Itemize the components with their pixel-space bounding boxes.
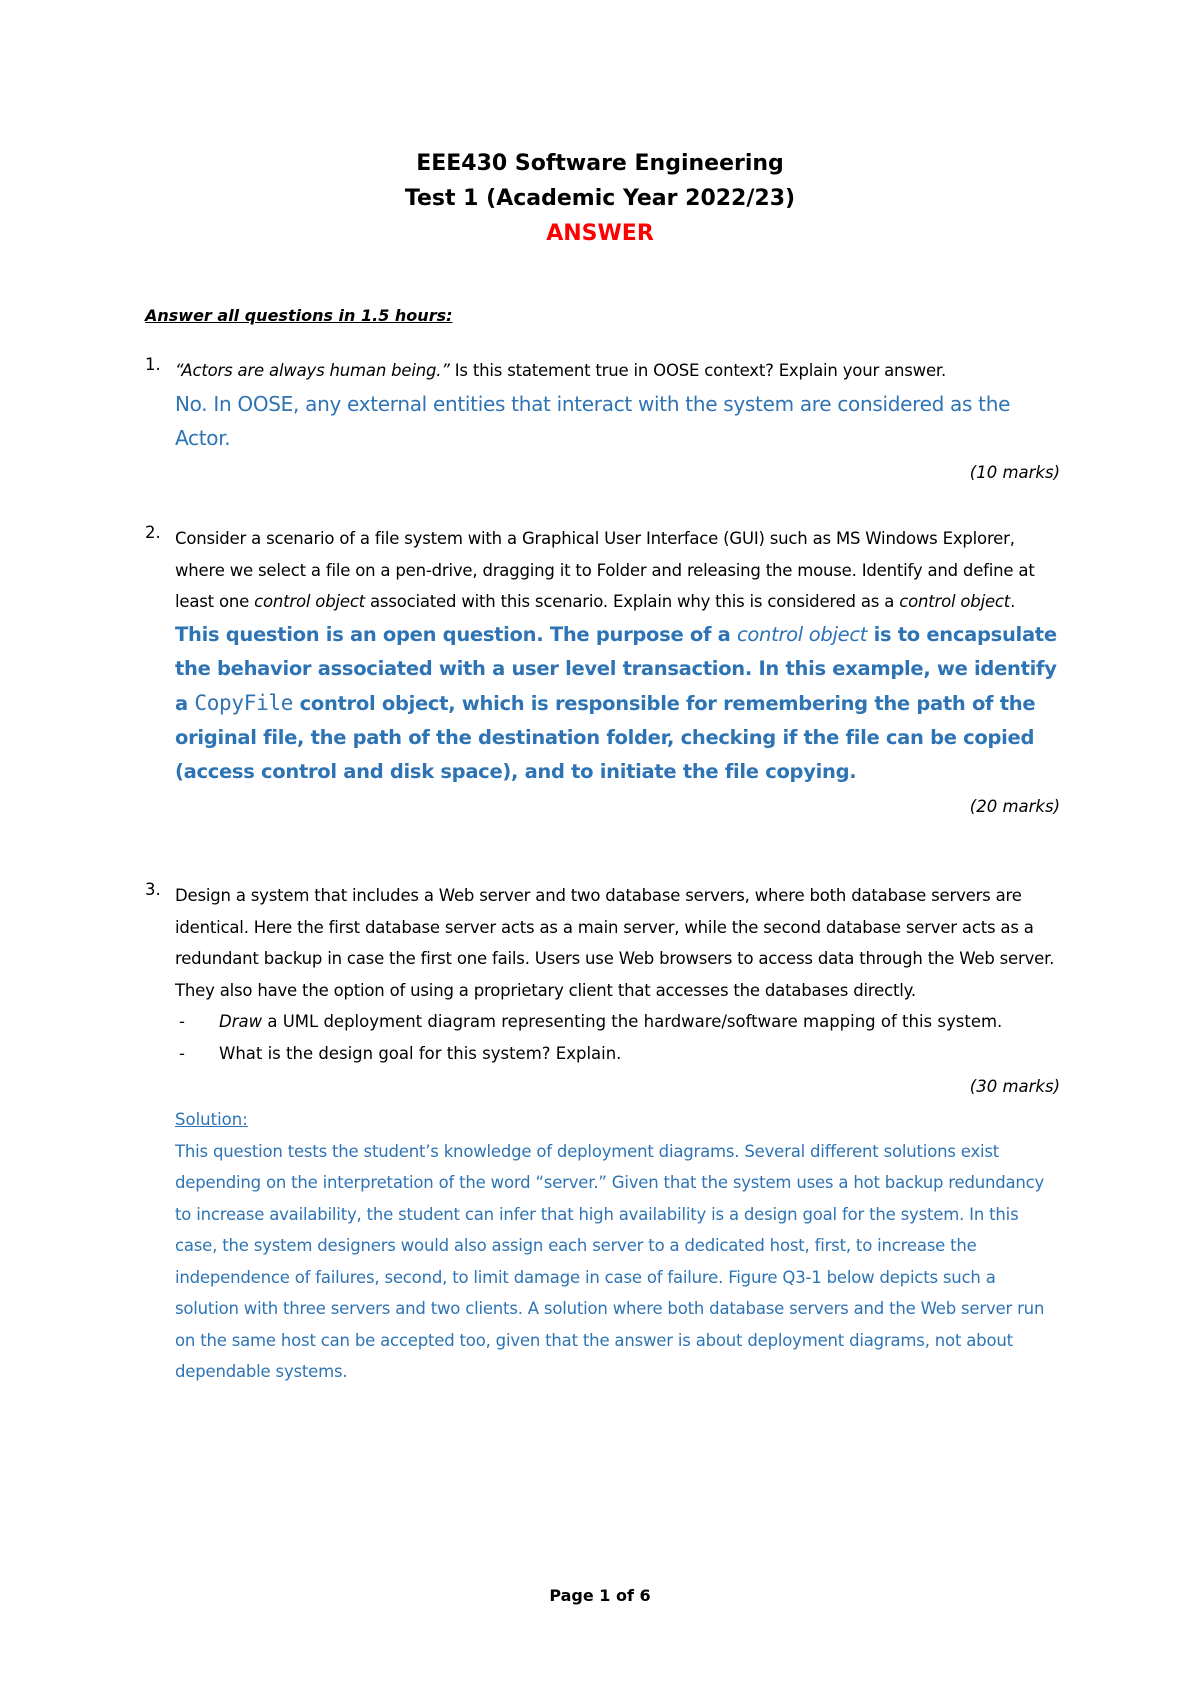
marks: (30 marks) <box>969 1077 1060 1096</box>
question-emphasis: control object <box>254 592 365 611</box>
course-title: EEE430 Software Engineering <box>416 151 784 176</box>
question-part: Consider a scenario of a file system with a Graphical User Interface (GUI) such as MS Windows Explorer, where we select a file on a pen-drive, dragging it to Folder and releasing the mouse. Identify and define at least one <box>175 529 1035 611</box>
test-title: Test 1 (Academic Year 2022/23) <box>404 186 796 211</box>
question-3 <box>145 880 1060 1388</box>
question-2 <box>145 523 1060 822</box>
bullet-item <box>175 1038 1060 1070</box>
question-quote: “Actors are always human being.” <box>175 361 450 380</box>
answer-code: CopyFile <box>194 690 294 715</box>
question-number: 3. <box>145 880 161 899</box>
question-text <box>175 355 1060 387</box>
page-footer: Page 1 of 6 <box>549 1586 651 1605</box>
bullet-text: What is the design goal for this system? Explain. <box>219 1043 622 1063</box>
instructions: Answer all questions in 1.5 hours: <box>145 306 453 325</box>
question-number: 2. <box>145 523 161 542</box>
question-text: Design a system that includes a Web server and two database servers, where both database servers are identical. Here the first database server acts as a main server, while the second database server acts as a redundant backup in case the first one fails. Users use Web browsers to access data through the Web server. They also have the option of using a proprietary client that accesses the databases directly. <box>175 886 1055 1000</box>
solution-text: This question tests the student’s knowledge of deployment diagrams. Several different solutions exist depending on the interpretation of the word “server.” Given that the system uses a hot backup redundancy to increase availability, the student can infer that high availability is a design goal for the system. In this case, the system designers would also assign each server to a dedicated host, first, to increase the independence of failures, second, to limit damage in case of failure. Figure Q3-1 below depicts such a solution with three servers and two clients. A solution where both database servers and the Web server run on the same host can be accepted too, given that the answer is about deployment diagrams, not about dependable systems. <box>175 1141 1045 1381</box>
bullet-dash: - <box>179 1012 185 1031</box>
bullet-text: a UML deployment diagram representing the hardware/software mapping of this system. <box>262 1012 1003 1031</box>
solution-heading: Solution: <box>175 1110 248 1129</box>
answer-text: No. In OOSE, any external entities that interact with the system are considered as the Actor. <box>175 391 1011 450</box>
bullet-dash: - <box>179 1043 185 1063</box>
question-emphasis: control object <box>899 592 1011 611</box>
marks: (10 marks) <box>969 462 1060 482</box>
answer-emphasis: control object <box>736 622 868 646</box>
question-part: . <box>1010 592 1016 611</box>
title-block <box>0 146 1200 251</box>
question-number: 1. <box>145 355 161 374</box>
answer-part: is to encapsulate the behavior associated with a user level transaction. In this example, we identify a <box>175 622 1057 715</box>
question-1 <box>145 355 1060 488</box>
bullet-emphasis: Draw <box>219 1012 263 1031</box>
answer-heading: ANSWER <box>546 221 654 246</box>
question-text <box>175 523 1060 618</box>
answer-part: This question is an open question. The purpose of a <box>175 622 737 646</box>
answer-text <box>175 618 1060 789</box>
question-part: associated with this scenario. Explain why this is considered as a <box>364 592 900 611</box>
question-rest: Is this statement true in OOSE context? Explain your answer. <box>449 361 947 380</box>
answer-part: control object, which is responsible for remembering the path of the original file, the path of the destination folder, checking if the file can be copied (access control and disk space), and to initiate the file copying. <box>175 691 1036 783</box>
marks: (20 marks) <box>969 796 1060 816</box>
bullet-item <box>175 1006 1060 1038</box>
